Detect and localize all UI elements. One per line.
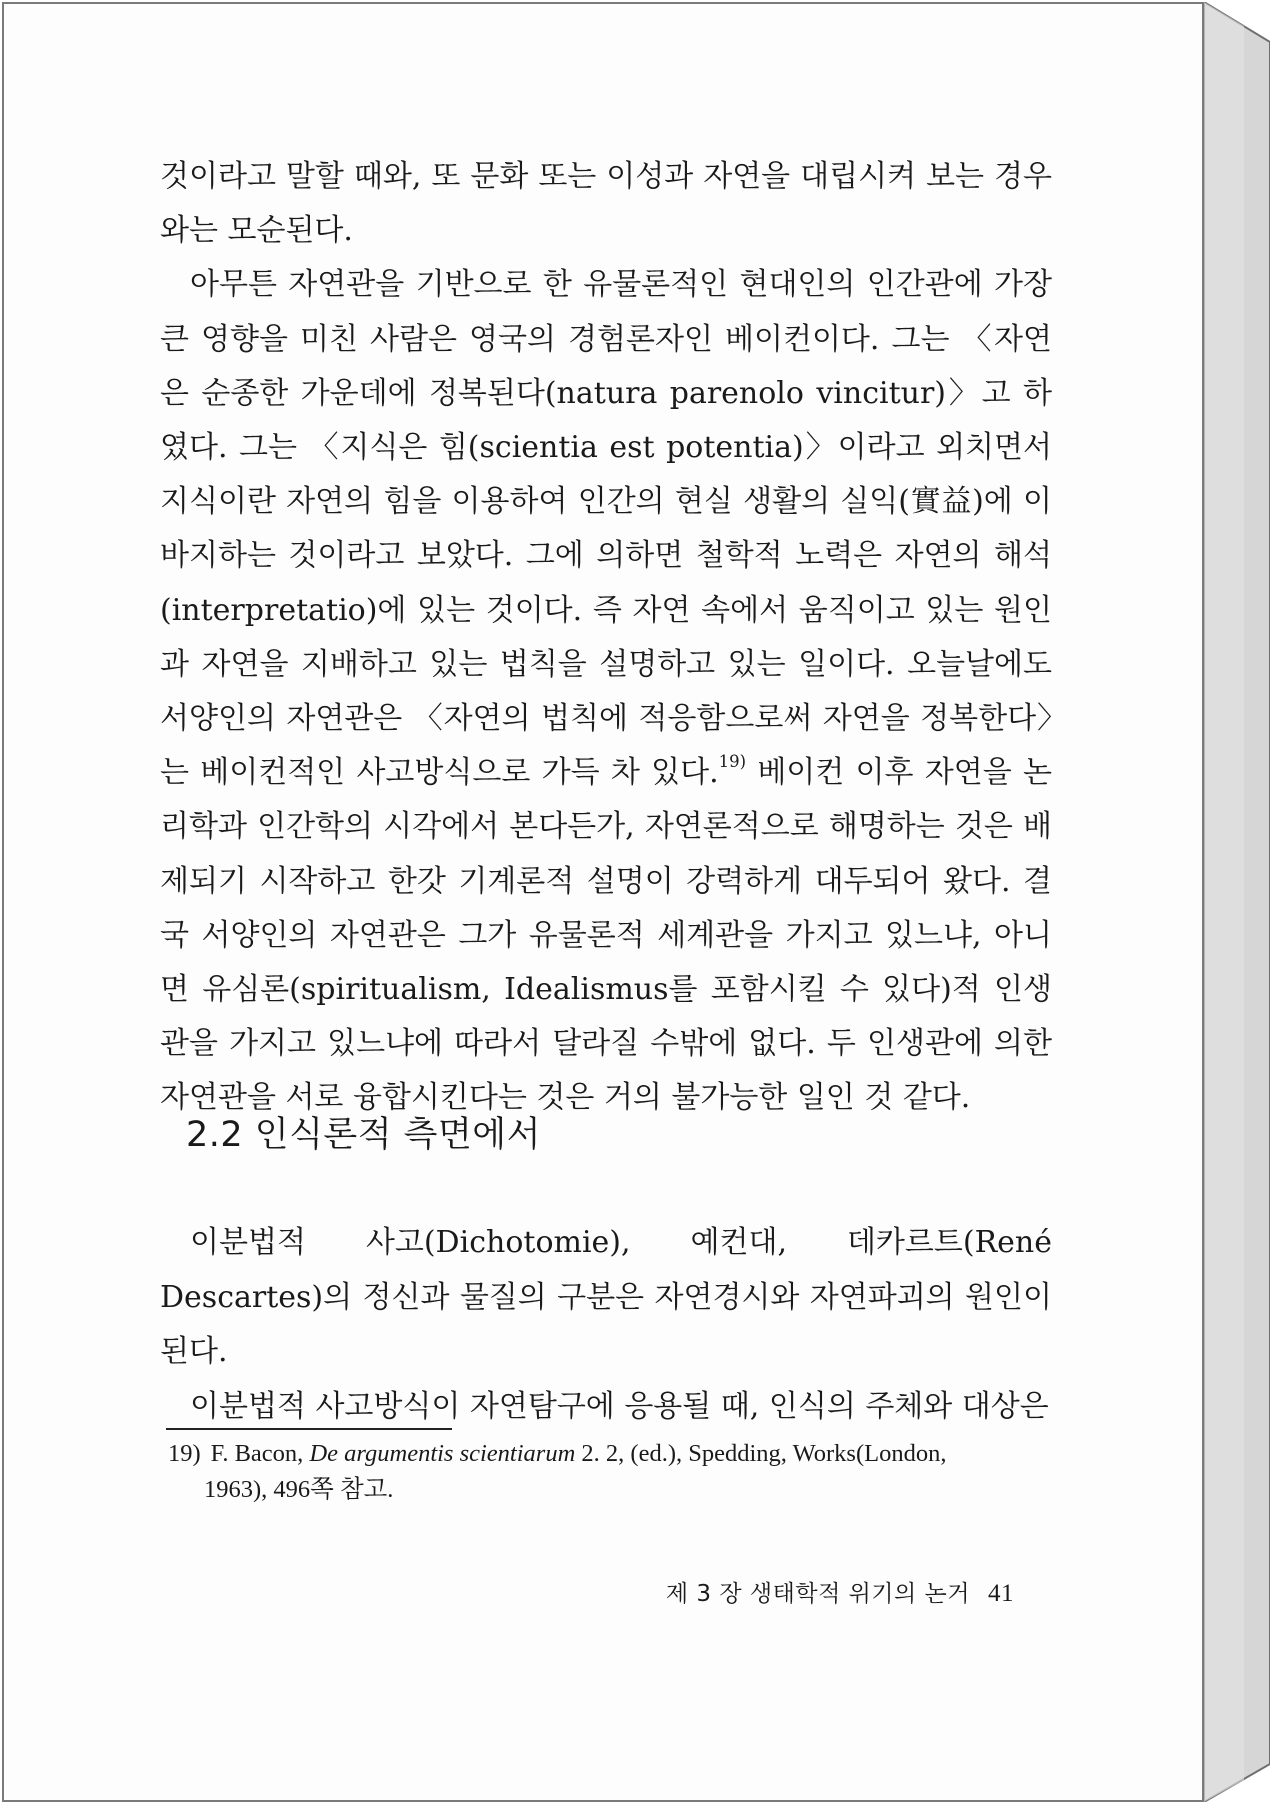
page-number: 41 xyxy=(988,1580,1014,1607)
body-text xyxy=(160,150,1052,1126)
footnote xyxy=(168,1436,1052,1508)
running-footer xyxy=(666,1575,1014,1608)
paragraph-text: 베이컨 이후 자연을 논리학과 인간학의 시각에서 본다든가, 자연론적으로 해명하는 것은 배제되기 시작하고 한갓 기계론적 설명이 강력하게 대두되어 왔다. 결국 서양인의 자연관은 그가 유물론적 세계관을 가지고 있느냐, 아니면 유심론(spiritualism, Idealismus를 포함시킬 수 있다)적 인생관을 가지고 있느냐에 따라서 달라질 수밖에 없다. 두 인생관에 의한 자연관을 서로 융합시킨다는 것은 거의 불가능한 일인 것 같다. xyxy=(160,755,1052,1116)
footnote-line xyxy=(168,1436,1052,1472)
footnote-number: 19) xyxy=(168,1440,201,1467)
footnote-text: F. Bacon, xyxy=(210,1440,310,1467)
chapter-title: 제 3 장 생태학적 위기의 논거 xyxy=(665,1581,970,1607)
paragraph xyxy=(160,258,1052,1125)
book-edge-shape xyxy=(1204,2,1270,1802)
section-heading: 2.2 인식론적 측면에서 xyxy=(186,1115,541,1155)
book-edge xyxy=(1204,2,1270,1802)
section-body xyxy=(160,1216,1052,1434)
paragraph: 이분법적 사고(Dichotomie), 예컨대, 데카르트(René Descartes)의 정신과 물질의 구분은 자연경시와 자연파괴의 원인이 된다. xyxy=(160,1225,1052,1369)
paragraph: 이분법적 사고방식이 자연탐구에 응용될 때, 인식의 주체와 대상은 xyxy=(190,1388,1049,1424)
footnote-title: De argumentis scientiarum xyxy=(309,1440,576,1467)
footnote-line: 1963), 496쪽 참고. xyxy=(204,1476,394,1503)
footnote-divider xyxy=(166,1428,452,1430)
footnote-ref: 19) xyxy=(718,752,747,772)
footnote-text: 2. 2, (ed.), Spedding, Works(London, xyxy=(575,1440,947,1467)
paragraph: 것이라고 말할 때와, 또 문화 또는 이성과 자연을 대립시켜 보는 경우와는 모순된다. xyxy=(160,159,1052,249)
paragraph-text: 아무튼 자연관을 기반으로 한 유물론적인 현대인의 인간관에 가장 큰 영향을 미친 사람은 영국의 경험론자인 베이컨이다. 그는 〈자연은 순종한 가운데에 정복된다(natura parenolo vincitur)〉고 하였다. 그는 〈지식은 힘(scientia est potentia)〉이라고 외치면서 지식이란 자연의 힘을 이용하여 인간의 현실 생활의 실익(實益)에 이바지하는 것이라고 보았다. 그에 의하면 철학적 노력은 자연의 해석(interpretatio)에 있는 것이다. 즉 자연 속에서 움직이고 있는 원인과 자연을 지배하고 있는 법칙을 설명하고 있는 일이다. 오늘날에도 서양인의 자연관은 〈자연의 법칙에 적응함으로써 자연을 정복한다〉는 베이컨적인 사고방식으로 가득 차 있다. xyxy=(160,267,1052,791)
